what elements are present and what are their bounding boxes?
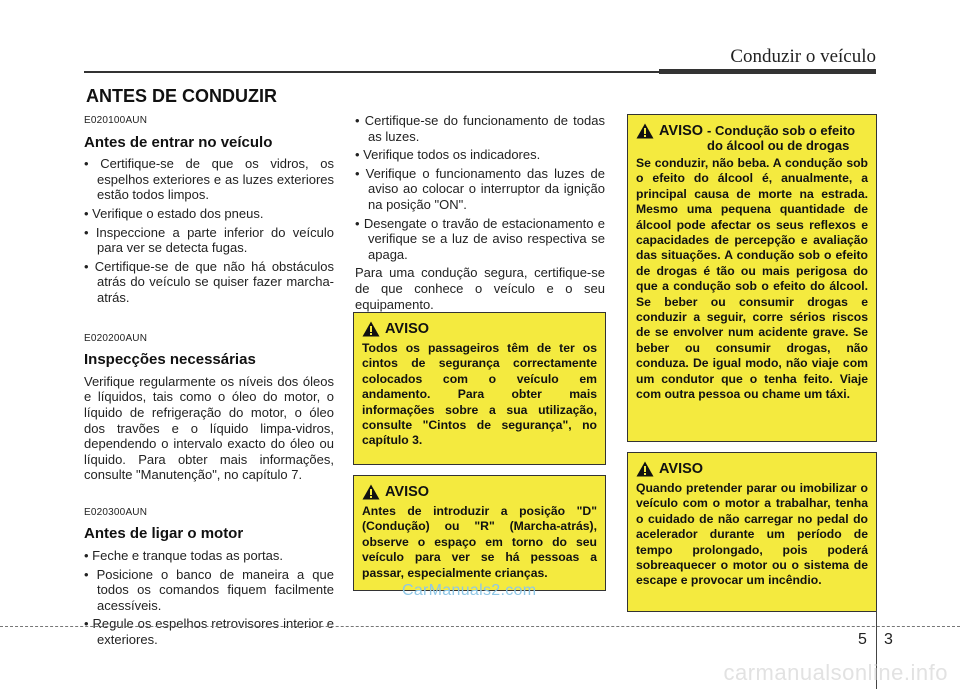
subsection-title: Inspecções necessárias	[84, 351, 256, 369]
watermark-link[interactable]: CarManuals2.com	[402, 582, 537, 599]
warning-label: AVISO	[385, 484, 430, 500]
bullet-list	[84, 548, 334, 648]
section-code: E020300AUN	[84, 506, 148, 518]
list-item: • Posicione o banco de maneira a que todos os comandos fiquem facilmente acessíveis.	[84, 567, 334, 614]
section-code: E020100AUN	[84, 115, 148, 126]
chapter-title: Conduzir o veículo	[730, 46, 876, 67]
warning-triangle-icon	[362, 484, 380, 500]
warning-text: Antes de introduzir a posição "D" (Condução) ou "R" (Marcha-atrás), observe o espaço em torno do seu veículo para ver se há pessoas a passar, especialmente crianças.	[362, 504, 597, 580]
warning-triangle-icon	[362, 321, 380, 337]
bullet-list	[84, 156, 334, 305]
section-title: ANTES DE CONDUZIR	[86, 86, 278, 106]
warning-box-seatbelts	[353, 312, 606, 465]
section-code: E020200AUN	[84, 332, 148, 344]
column-left	[84, 113, 334, 651]
page-number: 3	[884, 631, 893, 648]
list-item: • Regule os espelhos retrovisores interior e exteriores.	[84, 616, 334, 647]
warning-box-gear	[353, 475, 606, 591]
page-chapter-number: 5	[858, 631, 867, 648]
site-watermark[interactable]: carmanualsonline.info	[723, 660, 948, 685]
list-item: • Certifique-se de que os vidros, os espelhos exteriores e as luzes exteriores estão todos limpos.	[84, 156, 334, 203]
warning-triangle-icon	[636, 461, 654, 477]
warning-label: AVISO	[659, 461, 704, 477]
warning-label: AVISO	[659, 123, 704, 139]
warning-box-engine	[627, 452, 877, 612]
warning-text: Todos os passageiros têm de ter os cintos de segurança correctamente colocados com o veículo em andamento. Para obter mais informações sobre a sua utilização, consulte "Cintos de segurança", no capítulo 3.	[362, 341, 597, 448]
subsection-title: Antes de ligar o motor	[84, 525, 244, 543]
warning-triangle-icon	[636, 123, 654, 139]
list-item: • Inspeccione a parte inferior do veículo para ver se detecta fugas.	[84, 225, 334, 256]
warning-text: Quando pretender parar ou imobilizar o veículo com o motor a trabalhar, tenha o cuidado de não carregar no pedal do acelerador durante um período de tempo prolongado, pois poderá sobreaquecer o motor ou o sistema de escape e provocar um incêndio.	[636, 481, 868, 588]
list-item: • Verifique todos os indicadores.	[355, 147, 605, 163]
warning-text: Se conduzir, não beba. A condução sob o efeito do álcool é, anualmente, a principal causa de morte na estrada. Mesmo uma pequena quantidade de álcool pode afectar os seus reflexos e capacidades de percepção e avaliação das situações. A condução sob o efeito de drogas é tão ou mais perigosa do que a condução sob o efeito do álcool. Se beber ou consumir drogas e conduzir a seguir, corre sérios riscos de se envolver num acidente grave. Se beber ou consumir drogas, não conduza. De igual modo, não viaje com um condutor que o tenha feito. Viaje com outra pessoa ou chame um táxi.	[636, 156, 868, 402]
list-item: • Verifique o funcionamento das luzes de aviso ao colocar o interruptor da ignição na posição "ON".	[355, 166, 605, 213]
list-item: • Certifique-se de que não há obstáculos atrás do veículo se quiser fazer marcha-atrás.	[84, 259, 334, 306]
warning-box-alcohol	[627, 114, 877, 442]
header-rule-thin	[84, 71, 659, 73]
warning-subtitle: - Condução sob o efeito do álcool ou de drogas	[707, 123, 856, 153]
list-item: • Verifique o estado dos pneus.	[84, 206, 334, 222]
bullet-list	[355, 113, 605, 262]
column-middle	[355, 113, 605, 312]
paragraph: Para uma condução segura, certifique-se de que conhece o veículo e o seu equipamento.	[355, 265, 605, 312]
header-rule-thick	[659, 69, 876, 74]
list-item: • Desengate o travão de estacionamento e verifique se a luz de aviso respectiva se apaga.	[355, 216, 605, 263]
list-item: • Feche e tranque todas as portas.	[84, 548, 334, 564]
subsection-title: Antes de entrar no veículo	[84, 133, 273, 151]
paragraph: Verifique regularmente os níveis dos óleos e líquidos, tais como o óleo do motor, o líquido de refrigeração do motor, o óleo dos travões e o líquido limpa-vidros, dependendo o intervalo exacto do óleo ou líquido. Para obter mais informações, consulte "Manutenção", no capítulo 7.	[84, 373, 334, 483]
footer-rule	[0, 626, 960, 627]
warning-label: AVISO	[385, 321, 430, 337]
list-item: • Certifique-se do funcionamento de todas as luzes.	[355, 113, 605, 144]
